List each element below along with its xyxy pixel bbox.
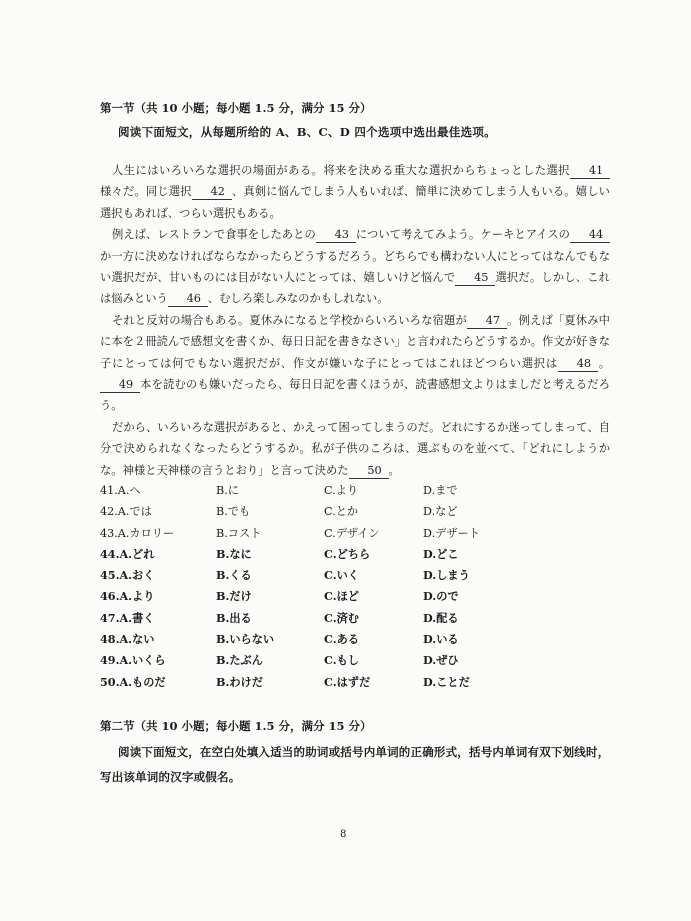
section2-heading: 第二节（共 10 小题；每小题 1.5 分，满分 15 分） xyxy=(100,719,372,733)
option-b: B.いらない xyxy=(216,632,275,647)
option-b: B.くる xyxy=(216,568,252,583)
blank-43: 43 xyxy=(316,228,356,243)
option-d: D.ので xyxy=(423,589,459,604)
option-row-47 xyxy=(100,610,560,631)
blank-48: 48 xyxy=(558,357,598,372)
text: 本を読むのも嫌いだったら、毎日日記を書くほうが、読書感想文よりはましだと考えるだろう。 xyxy=(100,378,610,413)
paragraph-2 xyxy=(100,224,610,310)
blank-44: 44 xyxy=(570,228,610,243)
option-row-43 xyxy=(100,525,560,546)
text: について考えてみよう。ケーキとアイスの xyxy=(355,228,570,242)
option-d: D.ことだ xyxy=(423,674,470,689)
blank-49: 49 xyxy=(100,378,140,393)
option-d: D.など xyxy=(423,505,458,519)
answer-options xyxy=(100,482,560,695)
text: 。例えば「夏休み中に本を２冊読んで感想文を書くか、毎日日記を書きなさい」と言われたらどうするか。作文が好きな子にとっては何でもない選択だが、作文が嫌いな子にとってはこれほどつらい選択は xyxy=(100,313,610,370)
option-d: D.しまう xyxy=(423,568,470,583)
blank-45: 45 xyxy=(455,271,495,286)
blank-46: 46 xyxy=(168,292,208,307)
section1-heading: 第一节（共 10 小题；每小题 1.5 分，满分 15 分） xyxy=(100,101,372,115)
option-c: C.ある xyxy=(324,632,359,647)
text: 様々だ。同じ選択 xyxy=(100,185,192,199)
paragraph-4 xyxy=(100,417,610,481)
option-c: C.より xyxy=(324,484,359,497)
text: 例えば、レストランで食事をしたあとの xyxy=(112,228,316,242)
option-a: 48.A.ない xyxy=(100,632,155,647)
option-a: 45.A.おく xyxy=(100,568,155,583)
option-row-50 xyxy=(100,674,560,695)
blank-41: 41 xyxy=(570,164,610,179)
option-c: C.デザイン xyxy=(324,526,380,540)
option-row-49 xyxy=(100,652,560,673)
option-a: 46.A.より xyxy=(100,589,155,604)
option-d: D.デザート xyxy=(423,526,480,540)
option-c: C.済む xyxy=(324,610,359,625)
option-b: B.出る xyxy=(216,610,252,625)
option-a: 47.A.書く xyxy=(100,610,155,625)
blank-50: 50 xyxy=(349,464,389,479)
section1-instruction: 阅读下面短文，从每题所给的 A、B、C、D 四个选项中选出最佳选项。 xyxy=(118,125,496,139)
option-a: 42.A.では xyxy=(100,505,152,519)
section2-instruction: 阅读下面短文，在空白处填入适当的助词或括号内单词的正确形式，括号内单词有双下划线时，写出该单词的汉字或假名。 xyxy=(100,745,610,784)
option-a: 44.A.どれ xyxy=(100,546,155,561)
option-a: 43.A.カロリー xyxy=(100,526,175,540)
text: 人生にはいろいろな選択の場面がある。将来を決める重大な選択からちょっとした選択 xyxy=(112,164,570,177)
option-c: C.はずだ xyxy=(324,674,371,689)
option-c: C.どちら xyxy=(324,546,371,561)
blank-47: 47 xyxy=(467,314,507,329)
text: 、真剣に悩んでしまう人もいれば、簡単に決めてしまう人もいる。嬉しい選択もあれば、つらい選択もある。 xyxy=(100,185,610,220)
option-row-48 xyxy=(100,631,560,652)
text: 。 xyxy=(597,356,610,370)
text: それと反対の場合もある。夏休みになると学校からいろいろな宿題が xyxy=(112,313,467,327)
option-d: D.配る xyxy=(423,610,459,625)
text: か一方に決めなければならなかったらどうするだろう。どちらでも構わない人にとってはなんでもない選択だが、甘いものには目がない人にとっては、嬉しいけど悩んで xyxy=(100,249,610,285)
option-c: C.ほど xyxy=(324,589,359,604)
option-row-46 xyxy=(100,588,560,609)
reading-passage xyxy=(100,160,610,481)
option-row-41 xyxy=(100,482,560,503)
option-c: C.とか xyxy=(324,505,359,519)
option-b: B.コスト xyxy=(216,526,262,540)
option-b: B.たぶん xyxy=(216,653,263,668)
option-row-44 xyxy=(100,546,560,567)
option-d: D.どこ xyxy=(423,546,459,561)
option-a: 50.A.ものだ xyxy=(100,674,166,689)
option-b: B.でも xyxy=(216,505,251,519)
option-row-45 xyxy=(100,567,560,588)
option-d: D.まで xyxy=(423,484,458,497)
option-d: D.いる xyxy=(423,632,459,647)
option-d: D.ぜひ xyxy=(423,653,459,668)
paragraph-1 xyxy=(100,160,610,224)
option-row-42 xyxy=(100,503,560,524)
blank-42: 42 xyxy=(192,185,232,200)
option-b: B.なに xyxy=(216,546,252,561)
text: 。 xyxy=(388,463,400,477)
option-c: C.いく xyxy=(324,568,359,583)
text: だから、いろいろな選択があると、かえって困ってしまうのだ。どれにするか迷ってしまって、自分で決められなくなったらどうするか。私が子供のころは、選ぶものを並べて、「どれにしようかな。神様と天神様の言うとおり」と言って決めた xyxy=(100,420,610,477)
option-a: 41.A.へ xyxy=(100,484,141,497)
page-number: 8 xyxy=(340,829,347,840)
text: 、むしろ楽しみなのかもしれない。 xyxy=(207,292,389,306)
option-b: B.だけ xyxy=(216,589,252,604)
option-b: B.に xyxy=(216,484,239,497)
option-a: 49.A.いくら xyxy=(100,653,166,668)
paragraph-3 xyxy=(100,310,610,417)
option-b: B.わけだ xyxy=(216,674,263,689)
text: 選択だ。しかし、これは悩みという xyxy=(100,271,610,306)
option-c: C.もし xyxy=(324,653,359,668)
